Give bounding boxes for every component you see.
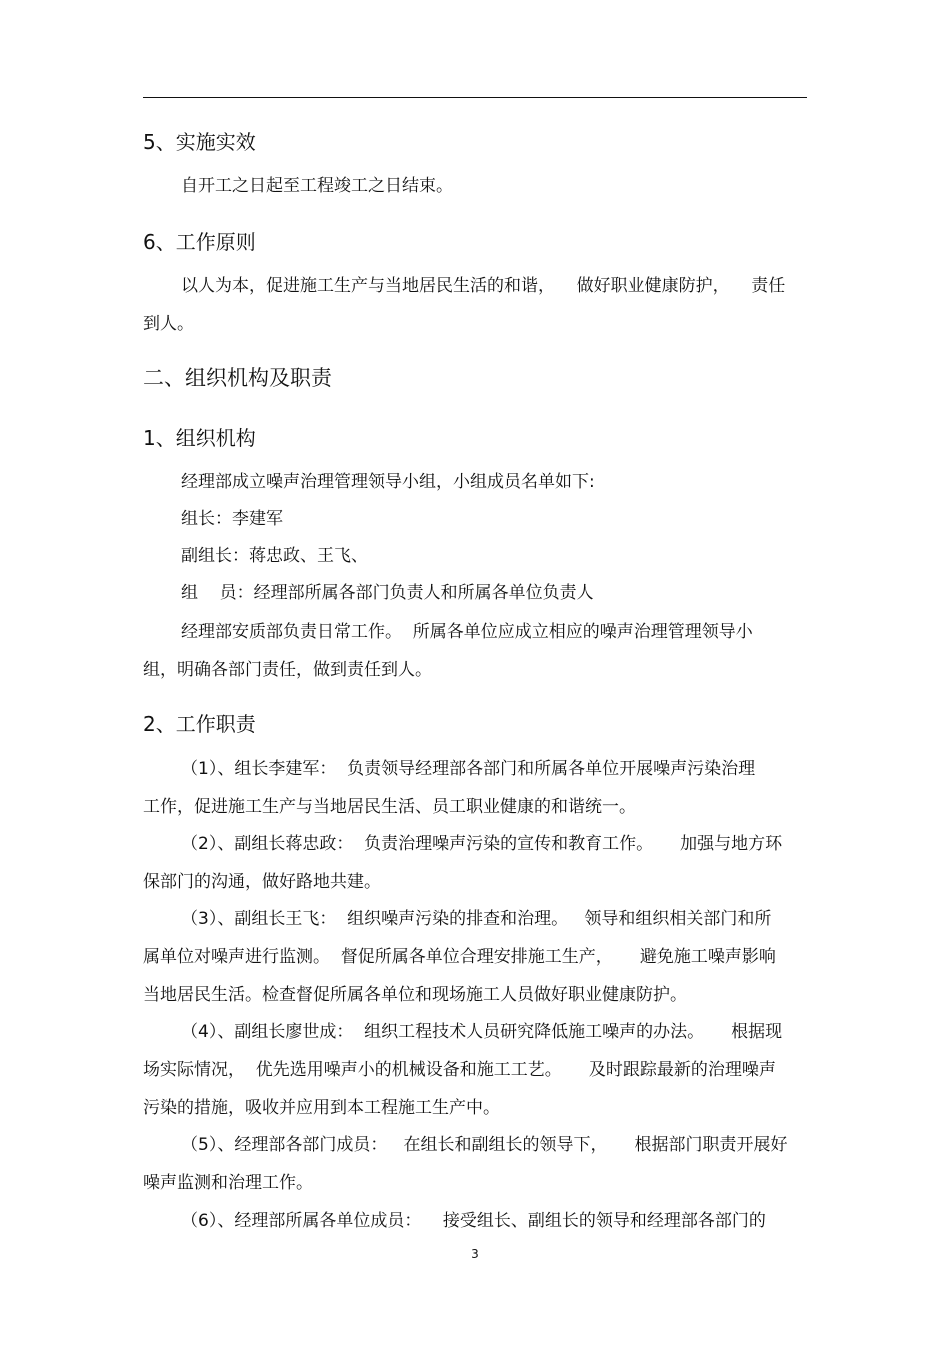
org-intro: 经理部成立噪声治理管理领导小组，小组成员名单如下: [181,472,595,492]
duty-4-line3: 污染的措施，吸收并应用到本工程施工生产中。 [143,1098,500,1118]
section-6-title: 6、工作原则 [143,230,256,254]
duty-2-line2: 保部门的沟通，做好路地共建。 [143,872,381,892]
section-5-body: 自开工之日起至工程竣工之日结束。 [181,176,453,196]
org-members: 组 员：经理部所属各部门负责人和所属各单位负责人 [181,583,594,603]
duty-4-line2: 场实际情况， 优先选用噪声小的机械设备和施工工艺。 及时跟踪最新的治理噪声 [143,1060,776,1080]
duty-3-line2: 属单位对噪声进行监测。 督促所属各单位合理安排施工生产， 避免施工噪声影响 [143,947,776,967]
part-2-title: 二、组织机构及职责 [143,366,332,390]
duty-5-line1: （5）、经理部各部门成员： 在组长和副组长的领导下， 根据部门职责开展好 [181,1135,788,1155]
duty-3-line1: （3）、副组长王飞： 组织噪声污染的排查和治理。 领导和组织相关部门和所 [181,909,772,929]
section-6-body-line2: 到人。 [143,314,194,334]
page-number: 3 [471,1247,479,1261]
duty-5-line2: 噪声监测和治理工作。 [143,1173,313,1193]
duty-1-line2: 工作，促进施工生产与当地居民生活、员工职业健康的和谐统一。 [143,797,636,817]
header-rule [143,97,807,98]
section-6-body-line1: 以人为本，促进施工生产与当地居民生活的和谐， 做好职业健康防护， 责任 [181,276,786,296]
section-5-title: 5、实施实效 [143,130,256,154]
org-section-title: 1、组织机构 [143,426,256,450]
org-note-line1: 经理部安质部负责日常工作。 所属各单位应成立相应的噪声治理管理领导小 [181,622,753,642]
org-note-line2: 组，明确各部门责任，做到责任到人。 [143,660,432,680]
duty-2-line1: （2）、副组长蒋忠政： 负责治理噪声污染的宣传和教育工作。 加强与地方环 [181,834,783,854]
duty-section-title: 2、工作职责 [143,712,256,736]
duty-4-line1: （4）、副组长廖世成： 组织工程技术人员研究降低施工噪声的办法。 根据现 [181,1022,783,1042]
duty-6-line1: （6）、经理部所属各单位成员： 接受组长、副组长的领导和经理部各部门的 [181,1211,766,1231]
duty-3-line3: 当地居民生活。检查督促所属各单位和现场施工人员做好职业健康防护。 [143,985,687,1005]
org-deputy: 副组长：蒋忠政、王飞、 [181,546,368,566]
duty-1-line1: （1）、组长李建军： 负责领导经理部各部门和所属各单位开展噪声污染治理 [181,759,756,779]
org-leader: 组长：李建军 [181,509,283,529]
